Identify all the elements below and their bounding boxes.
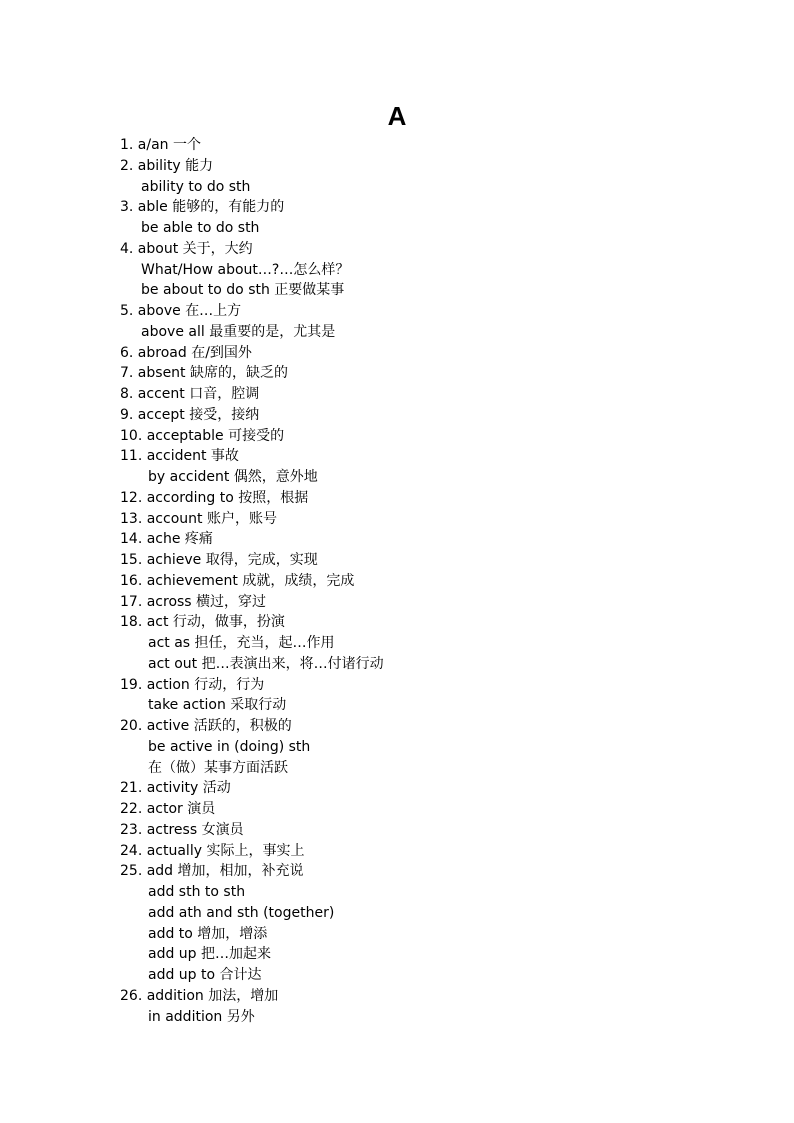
vocab-entry: 1. a/an 一个 [120,137,202,153]
vocab-phrase: add ath and sth (together) [148,904,335,921]
vocab-phrase: add to 增加，增添 [148,925,268,942]
vocab-phrase: above all 最重要的是，尤其是 [141,323,336,340]
vocabulary-list [120,135,720,1027]
vocab-phrase: What/How about…?…怎么样？ [141,261,350,278]
vocab-phrase: act out 把…表演出来，将…付诸行动 [148,655,384,672]
vocab-entry: 5. above 在…上方 [120,303,242,319]
vocab-entry: 8. accent 口音，腔调 [120,386,260,402]
vocab-phrase: add up 把…加起来 [148,946,272,963]
vocab-entry: 3. able 能够的，有能力的 [120,199,285,216]
vocab-phrase: be active in (doing) sth [148,738,311,755]
vocab-entry: 18. act 行动，做事，扮演 [120,614,285,631]
vocab-entry: 21. activity 活动 [120,780,231,797]
section-heading: A [387,101,407,131]
vocab-entry: 19. action 行动，行为 [120,676,265,693]
vocab-entry: 20. active 活跃的，积极的 [120,718,292,734]
vocab-phrase: be about to do sth 正要做某事 [141,282,345,299]
vocab-phrase: add sth to sth [148,884,246,900]
vocab-entry: 2. ability 能力 [120,157,214,174]
vocab-phrase: take action 采取行动 [148,697,287,714]
vocab-phrase: in addition 另外 [148,1008,255,1025]
vocab-entry: 10. acceptable 可接受的 [120,427,285,444]
vocab-phrase: ability to do sth [141,178,251,195]
vocab-phrase: act as 担任，充当，起…作用 [148,635,335,651]
vocab-entry: 11. accident 事故 [120,448,239,465]
vocab-entry: 15. achieve 取得，完成，实现 [120,552,318,568]
vocab-phrase: be able to do sth [141,220,260,236]
vocab-entry: 17. across 横过，穿过 [120,593,267,610]
vocab-phrase: by accident 偶然，意外地 [148,469,318,485]
vocab-phrase: add up to 合计达 [148,967,262,983]
vocab-entry: 12. according to 按照，根据 [120,489,309,506]
vocab-phrase: 在（做）某事方面活跃 [148,759,288,776]
vocab-entry: 22. actor 演员 [120,801,216,817]
vocab-entry: 24. actually 实际上，事实上 [120,842,305,859]
vocab-entry: 26. addition 加法，增加 [120,987,279,1004]
vocab-entry: 4. about 关于，大约 [120,240,253,257]
vocab-entry: 16. achievement 成就，成绩，完成 [120,572,355,589]
vocab-entry: 13. account 账户，账号 [120,510,277,527]
vocab-entry: 6. abroad 在/到国外 [120,344,252,361]
vocab-entry: 9. accept 接受，接纳 [120,406,260,423]
vocab-entry: 23. actress 女演员 [120,821,244,838]
vocab-entry: 14. ache 疼痛 [120,531,213,548]
vocab-entry: 7. absent 缺席的，缺乏的 [120,365,288,382]
vocab-entry: 25. add 增加，相加，补充说 [120,863,304,880]
